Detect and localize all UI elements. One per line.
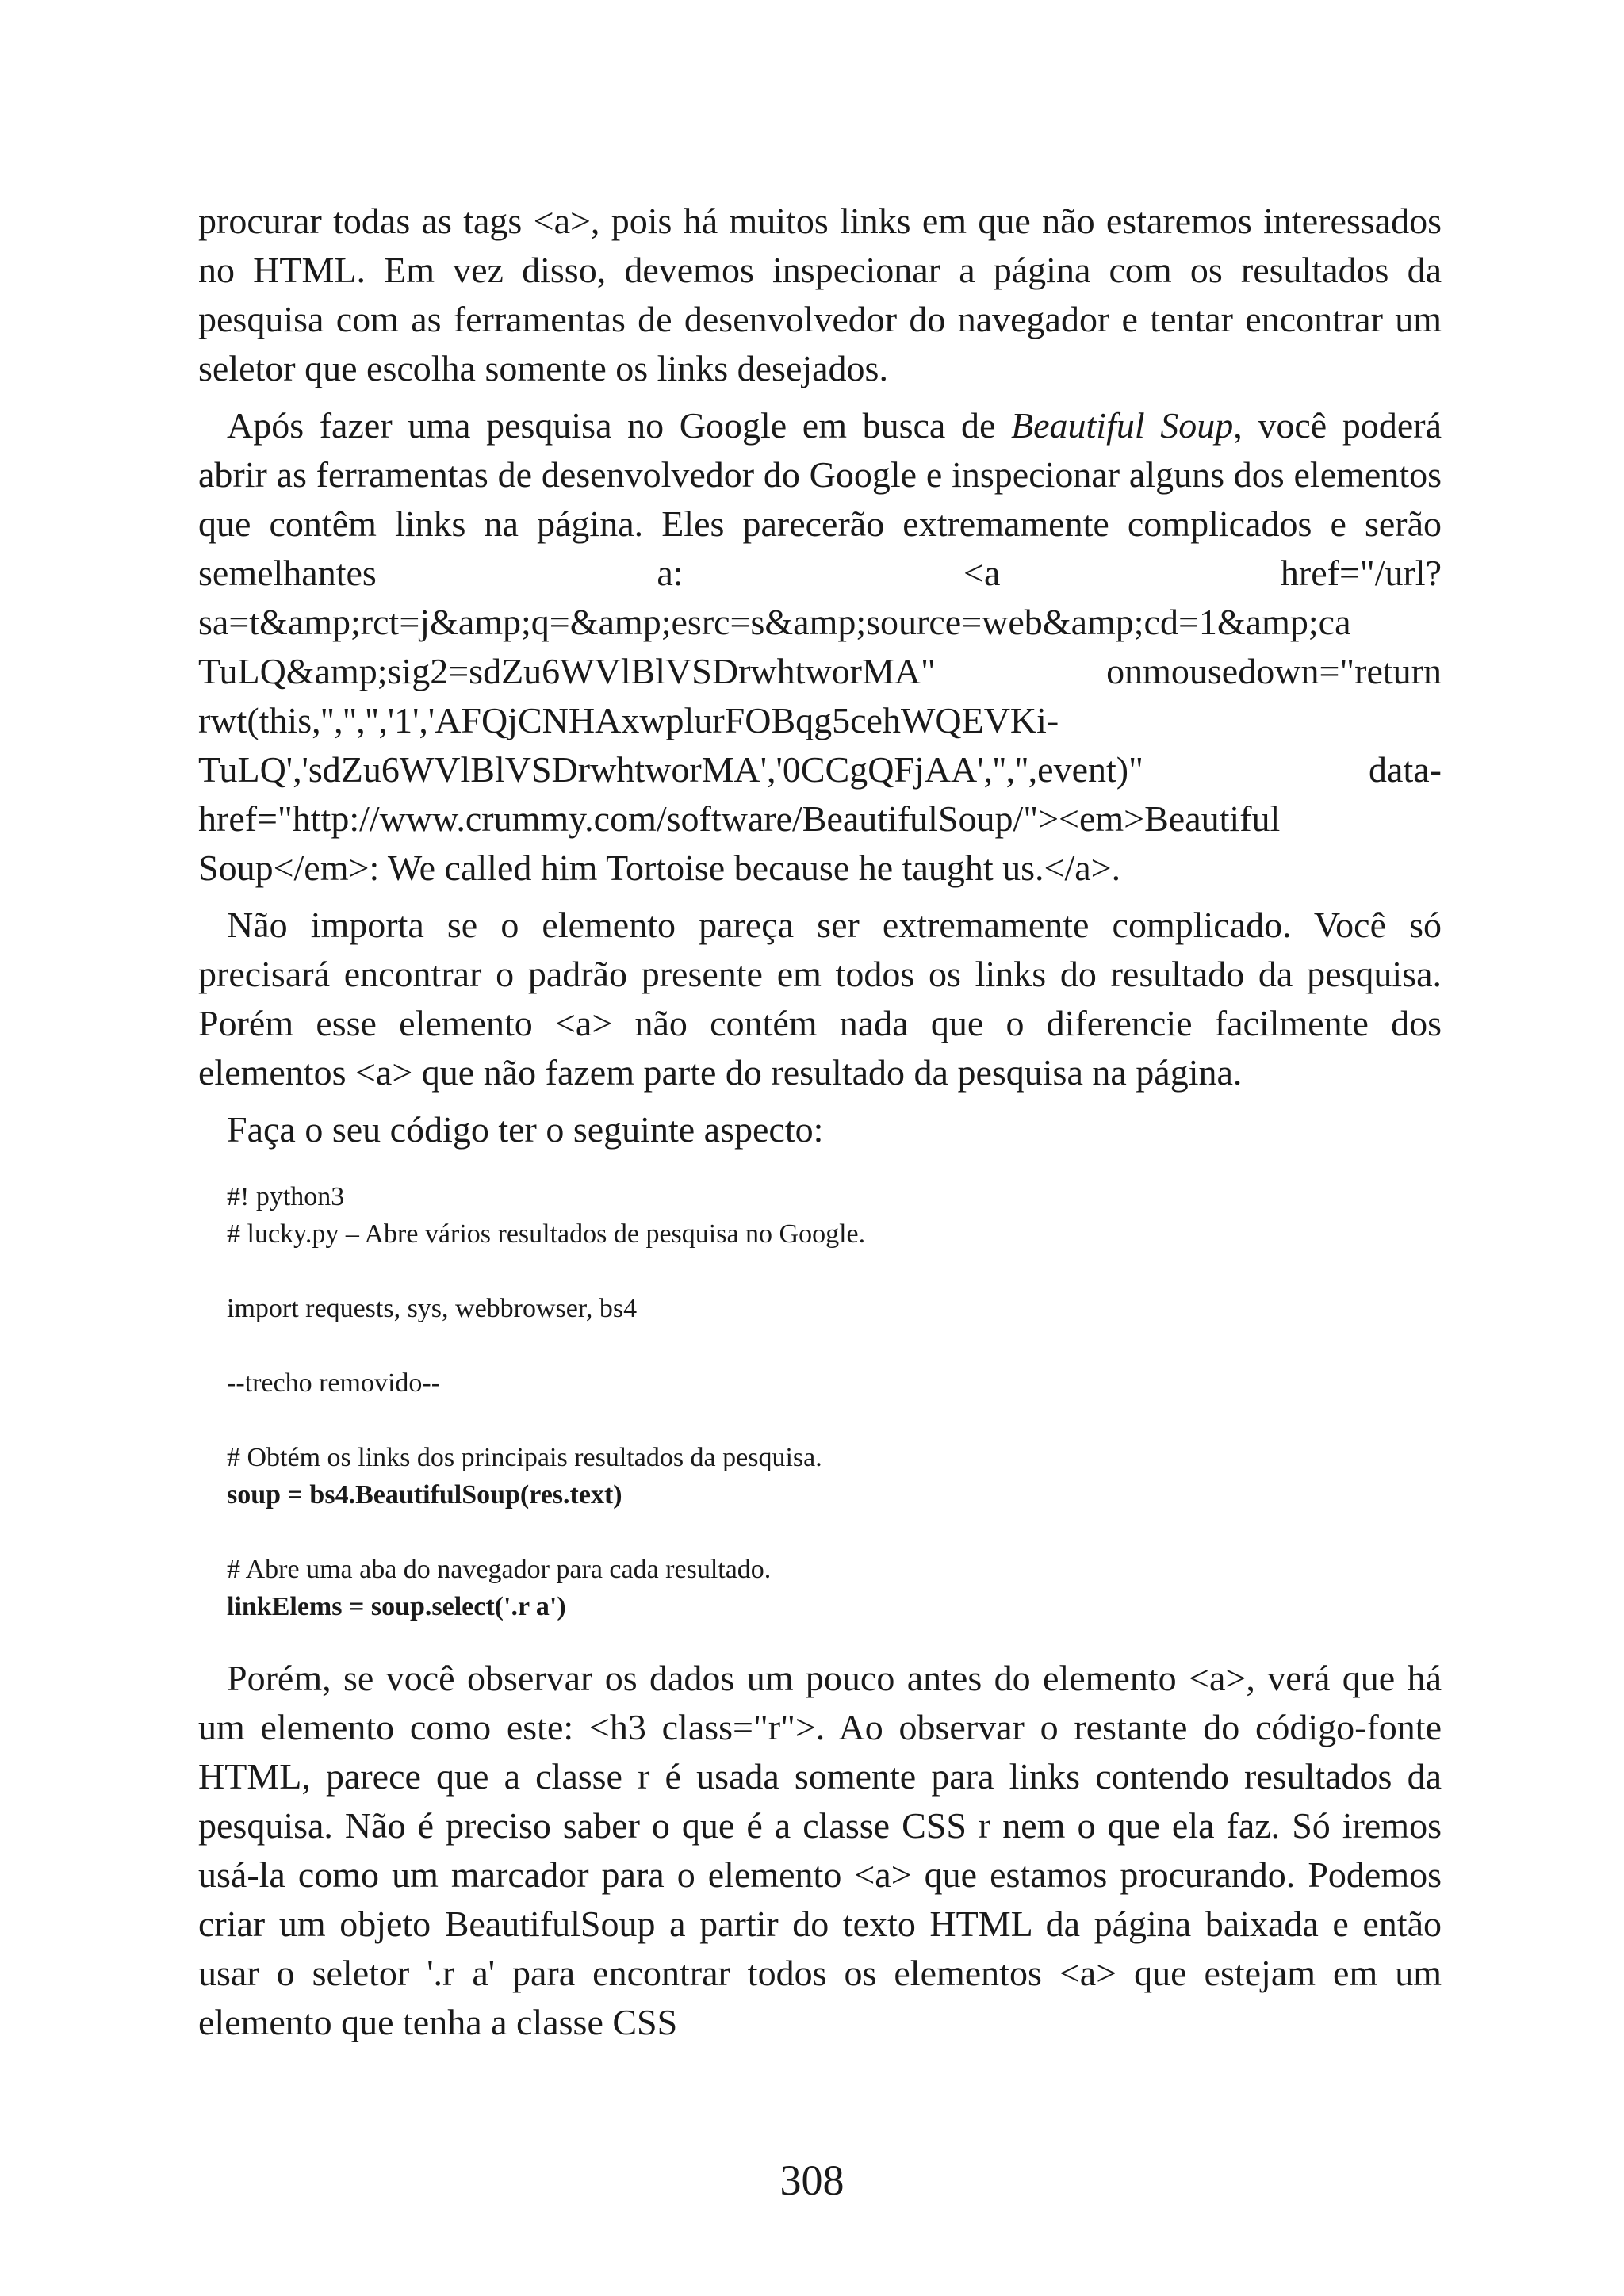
code-line-comment-links: # Obtém os links dos principais resultados da pesquisa.: [227, 1443, 822, 1472]
paragraph-2-emphasis: Beautiful Soup: [1011, 405, 1234, 446]
code-blank-line: [227, 1402, 1442, 1439]
code-blank-line: [227, 1253, 1442, 1290]
code-line-linkelems: linkElems = soup.select('.r a'): [227, 1592, 566, 1621]
code-line-soup: soup = bs4.BeautifulSoup(res.text): [227, 1480, 622, 1510]
code-blank-line: [227, 1513, 1442, 1551]
paragraph-2-text-a: Após fazer uma pesquisa no Google em busca de: [227, 405, 1011, 446]
paragraph-5: Porém, se você observar os dados um pouco antes do elemento <a>, verá que há um elemento como este: <h3 class="r">. Ao observar o restante do código-fonte HTML, parece que a classe r é usada somente para links contendo resultados da pesquisa. Não é preciso saber o que é a classe CSS r nem o que ela faz. Só iremos usá-la como um marcador para o elemento <a> que estamos procurando. Podemos criar um objeto BeautifulSoup a partir do texto HTML da página baixada e então usar o seletor '.r a' para encontrar todos os elementos <a> que estejam em um elemento que tenha a classe CSS: [198, 1658, 1442, 2042]
paragraph-4: Faça o seu código ter o seguinte aspecto:: [227, 1109, 824, 1150]
code-line-removed: --trecho removido--: [227, 1368, 441, 1398]
code-block: [227, 1178, 1442, 1625]
paragraph-2-text-b: , você poderá abrir as ferramentas de desenvolvedor do Google e inspecionar alguns dos elementos que contêm links na página. Eles parecerão extremamente complicados e serão semelhantes a: <a href="/url?sa=t&amp;rct=j&amp;q=&amp;esrc=s&amp;source=web&amp;cd=1&amp;ca TuLQ&amp;sig2=sdZu6WVlBlVSDrwhtworMA" onmousedown="return rwt(this,'','','','1','AFQjCNHAxwplurFOBqg5cehWQEVKi-TuLQ','sdZu6WVlBlVSDrwhtworMA','0CCgQFjAA','','',event)" data-href="http://www.crummy.com/software/BeautifulSoup/"><em>Beautiful Soup</em>: We called him Tortoise because he taught us.</a>.: [198, 405, 1442, 888]
page-number: 308: [779, 2156, 845, 2204]
code-line-comment-tab: # Abre uma aba do navegador para cada resultado.: [227, 1555, 772, 1584]
paragraph-3: Não importa se o elemento pareça ser extremamente complicado. Você só precisará encontrar o padrão presente em todos os links do resultado da pesquisa. Porém esse elemento <a> não contém nada que o diferencie facilmente dos elementos <a> que não fazem parte do resultado da pesquisa na página.: [198, 905, 1442, 1093]
code-line-comment-file: # lucky.py – Abre vários resultados de pesquisa no Google.: [227, 1219, 866, 1249]
code-line-shebang: #! python3: [227, 1182, 345, 1211]
paragraph-1: procurar todas as tags <a>, pois há muitos links em que não estaremos interessados no HTML. Em vez disso, devemos inspecionar a página com os resultados da pesquisa com as ferramentas de desenvolvedor do navegador e tentar encontrar um seletor que escolha somente os links desejados.: [198, 201, 1442, 388]
code-line-import: import requests, sys, webbrowser, bs4: [227, 1294, 638, 1323]
page-body: [198, 197, 1442, 2055]
code-blank-line: [227, 1327, 1442, 1364]
paragraph-2: [198, 401, 1442, 893]
